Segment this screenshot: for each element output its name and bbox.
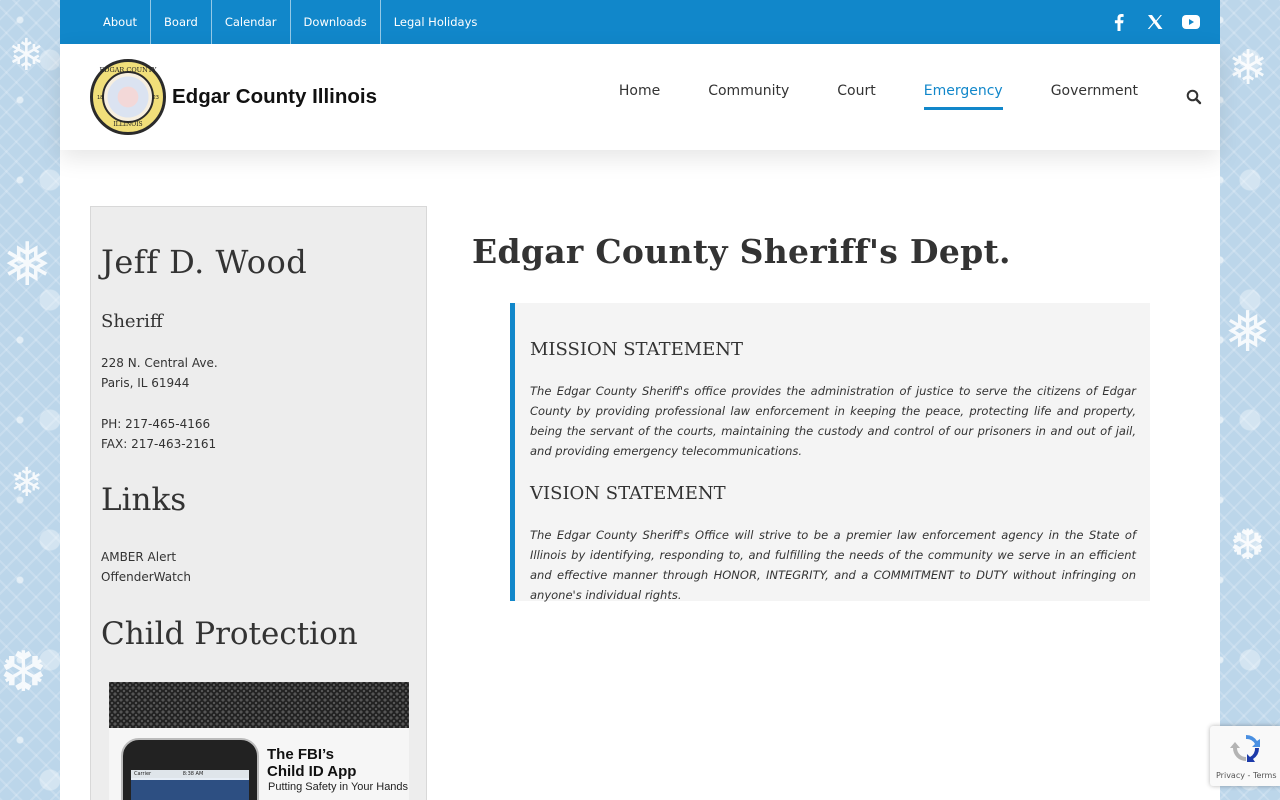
snowflake-decoration: ❄ [8, 30, 45, 81]
top-nav-about[interactable]: About [90, 0, 151, 44]
sidebar [90, 206, 427, 800]
phone-number: PH: 217-465-4166 [101, 417, 211, 431]
app-title-line-2: Child ID App [267, 763, 357, 780]
top-nav-calendar[interactable]: Calendar [212, 0, 291, 44]
snowflake-decoration: ❄ [10, 460, 44, 506]
address-line-2: Paris, IL 61944 [101, 376, 190, 390]
link-amber-alert[interactable]: AMBER Alert [101, 550, 177, 564]
nav-community[interactable]: Community [708, 83, 790, 99]
page-wrapper [60, 0, 1220, 800]
nav-emergency[interactable]: Emergency [924, 44, 1003, 150]
sheriff-name: Jeff D. Wood [101, 243, 308, 281]
phone-icon [121, 738, 259, 800]
mission-text: The Edgar County Sheriff's office provides the administration of justice to serve the citizens of Edgar County by providing professional law enforcement in keeping the peace, protecting life and property, being the servant of the courts, maintaining the custody and control of our prisoners in and out of jail, and providing emergency telecommunications. [530, 384, 1136, 458]
recaptcha-separator: - [1244, 771, 1253, 780]
recaptcha-terms-link[interactable]: Terms [1252, 771, 1277, 780]
mission-heading: MISSION STATEMENT [530, 339, 744, 360]
site-header [60, 44, 1220, 150]
recaptcha-icon [1230, 732, 1262, 764]
search-icon[interactable] [1186, 89, 1202, 105]
social-links [1110, 0, 1200, 44]
seal-top-text: EDGAR COUNTY [99, 66, 157, 74]
recaptcha-badge[interactable] [1210, 726, 1280, 786]
mission-box [510, 303, 1150, 601]
metal-mesh-strip [109, 682, 409, 728]
snowflake-decoration: ❅ [2, 230, 53, 300]
x-twitter-icon[interactable] [1146, 13, 1164, 31]
app-banner-title [267, 746, 356, 780]
facebook-icon[interactable] [1110, 13, 1128, 31]
top-nav-legal-holidays[interactable]: Legal Holidays [393, 15, 478, 29]
fbi-child-id-app-banner[interactable] [109, 682, 409, 800]
recaptcha-links [1216, 771, 1277, 780]
child-protection-heading: Child Protection [101, 616, 358, 652]
seal-bottom-text: ILLINOIS [113, 121, 143, 128]
fax-number: FAX: 217-463-2161 [101, 437, 217, 451]
snowflake-decoration: ❄ [1228, 40, 1269, 96]
sheriff-title: Sheriff [101, 311, 163, 332]
snowflake-decoration: ❆ [1230, 520, 1266, 569]
county-seal-icon [90, 59, 166, 135]
recaptcha-privacy-link[interactable]: Privacy [1216, 771, 1245, 780]
phone-status-bar [131, 770, 249, 778]
top-nav-board[interactable]: Board [151, 0, 212, 44]
nav-court[interactable]: Court [837, 83, 876, 99]
address-line-1: 228 N. Central Ave. [101, 356, 218, 370]
phone-carrier: Carrier [134, 771, 152, 777]
seal-right-text: 23 [152, 95, 159, 101]
app-banner-subtitle: Putting Safety in Your Hands [268, 781, 409, 793]
youtube-icon[interactable] [1182, 13, 1200, 31]
vision-text: The Edgar County Sheriff's Office will strive to be a premier law enforcement agency in the State of Illinois by identifying, responding to, and fulfilling the needs of the community we serve in an efficient and effective manner through HONOR, INTEGRITY, and a COMMITMENT to DUTY without infringing on anyone's individual rights. [530, 528, 1136, 602]
app-title-line-1: The FBI’s [267, 746, 334, 763]
snowflake-decoration: ❅ [1224, 300, 1271, 365]
nav-government[interactable]: Government [1050, 83, 1138, 99]
phone-time: 8:38 AM [182, 771, 204, 777]
nav-home[interactable]: Home [618, 83, 661, 99]
page-title: Edgar County Sheriff's Dept. [472, 232, 1011, 271]
snowflake-decoration: ❆ [0, 640, 47, 705]
main-nav [571, 44, 1202, 150]
site-logo[interactable] [90, 59, 377, 135]
vision-heading: VISION STATEMENT [530, 483, 726, 504]
link-offenderwatch[interactable]: OffenderWatch [101, 570, 191, 584]
site-name: Edgar County Illinois [172, 85, 378, 108]
top-nav-downloads[interactable]: Downloads [291, 0, 381, 44]
top-nav [90, 0, 490, 44]
links-heading: Links [101, 482, 187, 518]
seal-left-text: 18 [97, 95, 104, 101]
top-bar [60, 0, 1220, 44]
